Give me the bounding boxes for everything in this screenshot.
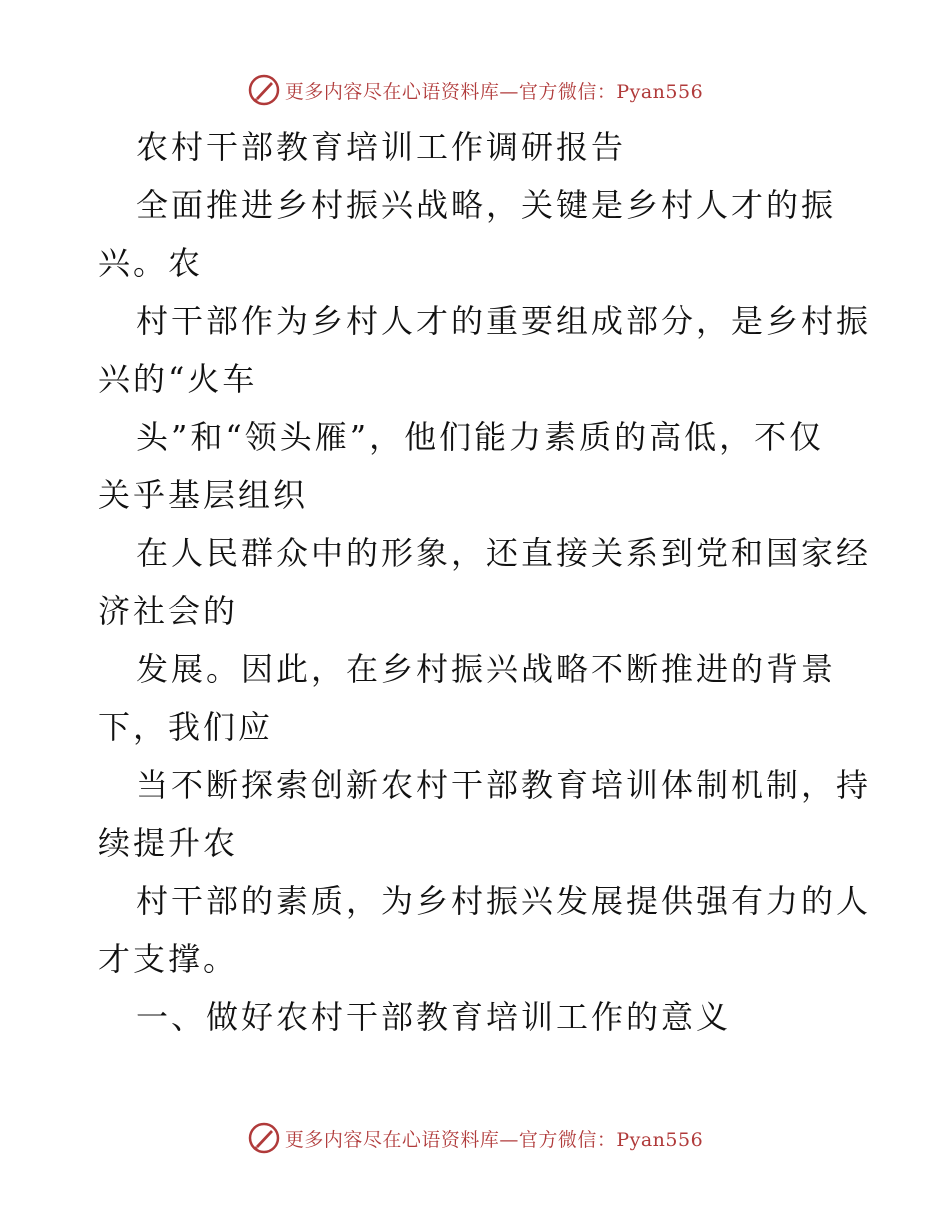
quill-logo-icon (247, 1121, 281, 1155)
document-title: 农村干部教育培训工作调研报告 (136, 128, 627, 166)
section-heading: 一、做好农村干部教育培训工作的意义 (136, 998, 732, 1036)
document-body (98, 118, 872, 1046)
body-line: 在人民群众中的形象，还直接关系到党和国家经 (136, 534, 872, 572)
quill-logo-icon (247, 73, 281, 107)
body-line: 济社会的 (98, 592, 239, 630)
watermark-text: 更多内容尽在心语资料库—官方微信：Pyan556 (284, 1128, 704, 1151)
body-line: 兴的“火车 (98, 360, 258, 398)
footer-watermark (0, 1118, 950, 1158)
body-line: 全面推进乡村振兴战略，关键是乡村人才的振 (136, 186, 837, 224)
body-line: 村干部的素质，为乡村振兴发展提供强有力的人 (136, 882, 872, 920)
body-line: 兴。农 (98, 244, 204, 282)
body-line: 才支撑。 (98, 940, 239, 978)
header-watermark (0, 70, 950, 110)
body-line: 发展。因此，在乡村振兴战略不断推进的背景 (136, 650, 837, 688)
body-line: 当不断探索创新农村干部教育培训体制机制，持 (136, 766, 872, 804)
body-line: 村干部作为乡村人才的重要组成部分，是乡村振 (136, 302, 872, 340)
watermark-text: 更多内容尽在心语资料库—官方微信：Pyan556 (284, 80, 704, 103)
body-line: 下，我们应 (98, 708, 274, 746)
body-line: 关乎基层组织 (98, 476, 309, 514)
body-line: 头”和“领头雁”，他们能力素质的高低，不仅 (136, 418, 825, 456)
body-line: 续提升农 (98, 824, 239, 862)
